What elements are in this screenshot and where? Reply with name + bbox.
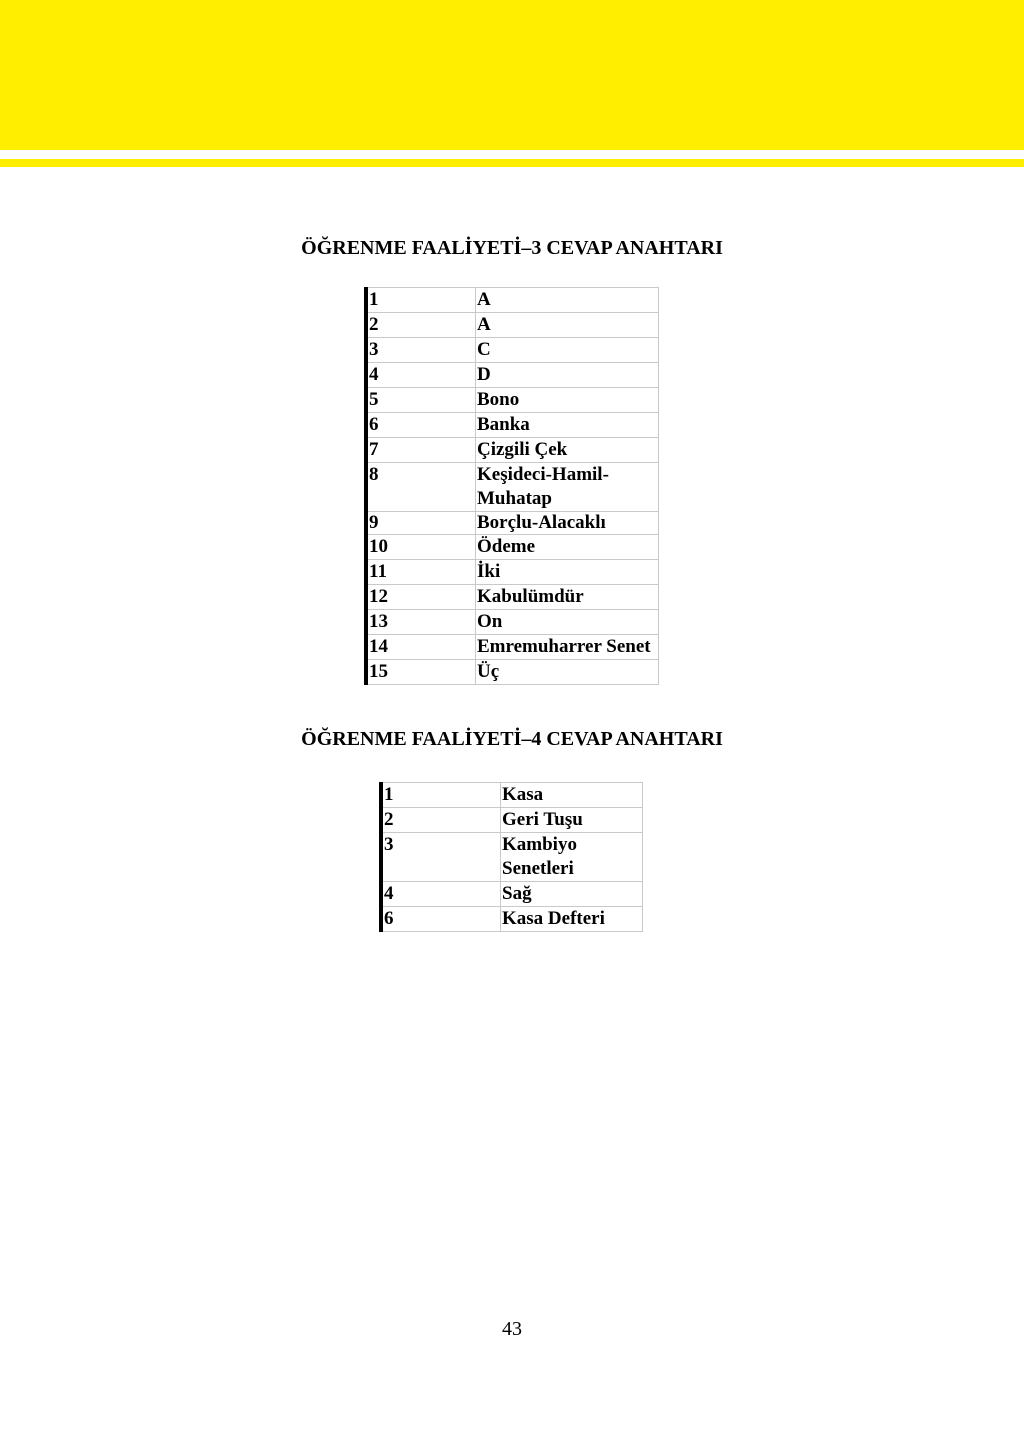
answer-cell: Borçlu-Alacaklı	[476, 512, 659, 535]
header-yellow-stripe	[0, 159, 1024, 167]
answer-cell: Bono	[476, 388, 659, 413]
answer-cell: Kasa Defteri	[501, 907, 643, 932]
answer-cell: Banka	[476, 413, 659, 438]
answer-cell: Çizgili Çek	[476, 438, 659, 463]
question-number: 9	[366, 512, 476, 535]
question-number: 3	[381, 833, 501, 882]
question-number: 10	[366, 535, 476, 560]
question-number: 2	[366, 313, 476, 338]
question-number: 6	[366, 413, 476, 438]
page-number: 43	[502, 1318, 522, 1340]
answer-cell: Keşideci-Hamil-Muhatap	[476, 463, 659, 512]
table-row	[366, 635, 659, 660]
table-row	[366, 388, 659, 413]
answer-cell: A	[476, 313, 659, 338]
answer-cell: A	[476, 288, 659, 313]
answer-cell: Üç	[476, 660, 659, 685]
question-number: 13	[366, 610, 476, 635]
table-row	[366, 413, 659, 438]
answer-cell: Ödeme	[476, 535, 659, 560]
table-row	[381, 783, 643, 808]
question-number: 5	[366, 388, 476, 413]
answer-cell: D	[476, 363, 659, 388]
question-number: 3	[366, 338, 476, 363]
question-number: 14	[366, 635, 476, 660]
table-row	[366, 338, 659, 363]
answer-cell: C	[476, 338, 659, 363]
question-number: 4	[381, 882, 501, 907]
table-row	[366, 463, 659, 512]
table-row	[381, 907, 643, 932]
question-number: 15	[366, 660, 476, 685]
table-row	[366, 610, 659, 635]
answer-cell: Kabulümdür	[476, 585, 659, 610]
table-row	[366, 438, 659, 463]
question-number: 2	[381, 808, 501, 833]
answer-cell: Emremuharrer Senet	[476, 635, 659, 660]
answer-cell: Sağ	[501, 882, 643, 907]
question-number: 1	[381, 783, 501, 808]
table-row	[381, 808, 643, 833]
question-number: 7	[366, 438, 476, 463]
table-row	[366, 512, 659, 535]
answer-key-table-4	[379, 782, 643, 932]
question-number: 6	[381, 907, 501, 932]
answer-cell: Geri Tuşu	[501, 808, 643, 833]
section-4-title: ÖĞRENME FAALİYETİ–4 CEVAP ANAHTARI	[301, 728, 723, 750]
question-number: 4	[366, 363, 476, 388]
table-row	[381, 833, 643, 882]
table-row	[366, 363, 659, 388]
answer-cell: İki	[476, 560, 659, 585]
header-yellow-band	[0, 0, 1024, 150]
answer-cell: Kasa	[501, 783, 643, 808]
section-3-title: ÖĞRENME FAALİYETİ–3 CEVAP ANAHTARI	[301, 237, 723, 259]
table-row	[366, 660, 659, 685]
table-row	[366, 560, 659, 585]
answer-cell: Kambiyo Senetleri	[501, 833, 643, 882]
table-row	[366, 585, 659, 610]
question-number: 8	[366, 463, 476, 512]
table-row	[381, 882, 643, 907]
answer-cell: On	[476, 610, 659, 635]
question-number: 1	[366, 288, 476, 313]
table-row	[366, 288, 659, 313]
table-row	[366, 535, 659, 560]
table-row	[366, 313, 659, 338]
answer-key-table-3	[364, 287, 659, 685]
question-number: 11	[366, 560, 476, 585]
question-number: 12	[366, 585, 476, 610]
